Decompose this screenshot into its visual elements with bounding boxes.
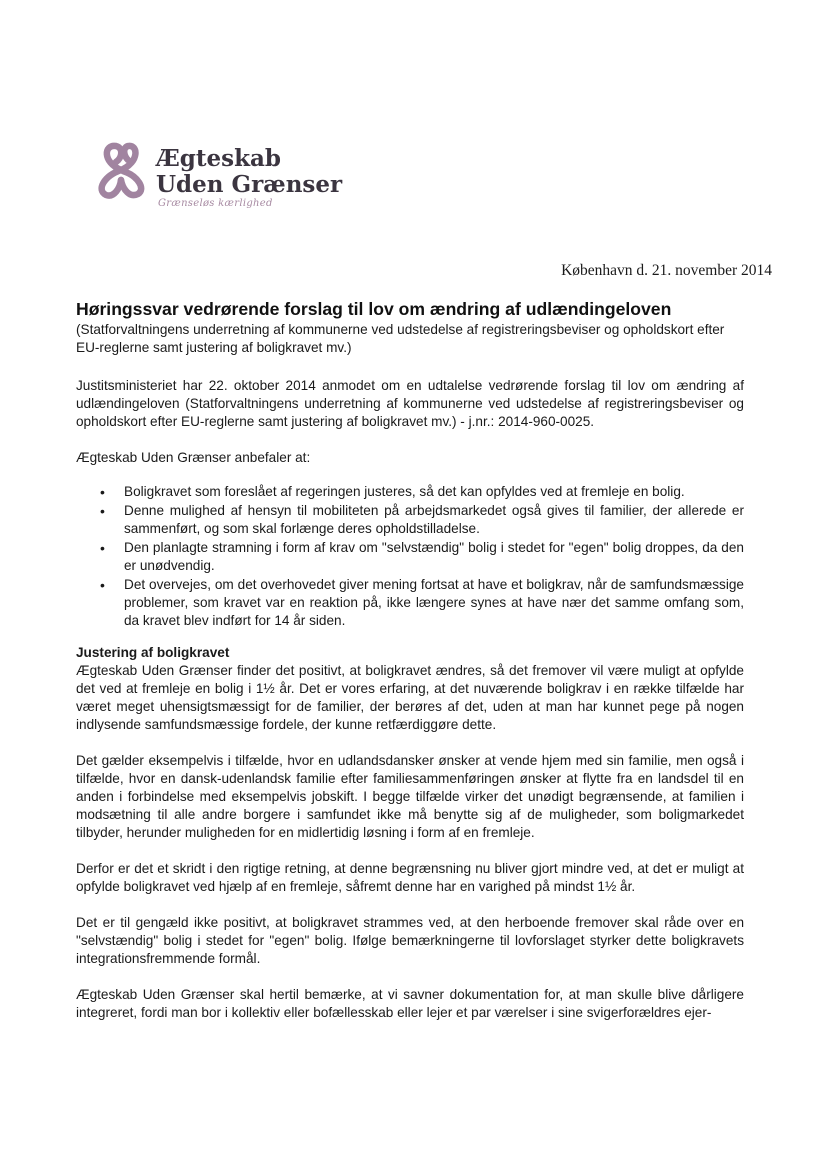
body-paragraph: Det gælder eksempelvis i tilfælde, hvor en udlandsdansker ønsker at vende hjem med sin familie, men også i tilfælde, hvor en dansk-udenlandsk familie efter familiesammenføringen ønsker at flytte fra en landsdel til en anden i forbindelse med eksempelvis jobskift. I begge tilfælde virker det unødigt begrænsende, at familien i modsætning til alle andre borgere i samfundet ikke må benytte sig af de muligheder, som boligmarkedet tilbyder, herunder muligheden for en midlertidig løsning i form af en fremleje. [76, 753, 744, 840]
list-item: • Den planlagte stramning i form af krav om "selvstændig" bolig i stedet for "egen" bolig droppes, da den er unødvendig. [76, 539, 744, 575]
list-item: • Denne mulighed af hensyn til mobiliteten på arbejdsmarkedet også gives til familier, der allerede er sammenført, og som skal forlænge deres opholdstilladelse. [76, 502, 744, 538]
logo-tagline: Grænseløs kærlighed [158, 198, 273, 209]
document-subtitle: (Statforvaltningens underretning af kommunerne ved udstedelse af registreringsbeviser og opholdskort efter EU-reglerne samt justering af boligkravet mv.) [76, 322, 725, 355]
logo-line-2: Uden Grænser [156, 171, 343, 198]
document-body [76, 297, 744, 1040]
section-heading: Justering af boligkravet [76, 645, 230, 660]
recommendations-lead: Ægteskab Uden Grænser anbefaler at: [76, 450, 311, 465]
body-paragraph: Det er til gengæld ikke positivt, at boligkravet strammes ved, at den herboende fremover skal råde over en "selvstændig" bolig i stedet for "egen" bolig. Ifølge bemærkningerne til lovforslaget styrker dette boligkravets integrationsfremmende formål. [76, 915, 744, 966]
list-item: • Boligkravet som foreslået af regeringen justeres, så det kan opfyldes ved at fremleje en bolig. [76, 483, 744, 501]
logo-wordmark [156, 146, 342, 198]
heart-knot-icon [90, 140, 152, 202]
intro-paragraph: Justitsministeriet har 22. oktober 2014 anmodet om en udtalelse vedrørende forslag til lov om ændring af udlændingeloven (Statforvaltningens underretning af kommunerne ved udstedelse af registreringsbeviser og opholdskort efter EU-reglerne samt justering af boligkravet mv.) - j.nr.: 2014-960-0025. [76, 378, 744, 429]
organization-logo [90, 140, 343, 212]
body-paragraph: Ægteskab Uden Grænser finder det positivt, at boligkravet ændres, så det fremover vil være muligt at opfylde det ved at fremleje en bolig i 1½ år. Det er vores erfaring, at det nuværende boligkrav i en række tilfælde har været meget uhensigtsmæssigt for de familier, der berøres af det, uden at man har kunnet pege på nogen indlysende samfundsmæssige fordele, der kunne retfærdiggøre dette. [76, 663, 744, 732]
logo-line-1: Ægteskab [156, 145, 281, 172]
document-title: Høringssvar vedrørende forslag til lov om ændring af udlændingeloven [76, 299, 672, 319]
body-paragraph: Ægteskab Uden Grænser skal hertil bemærke, at vi savner dokumentation for, at man skulle blive dårligere integreret, fordi man bor i kollektiv eller bofællesskab eller lejer et par værelser i sine svigerforældres ejer- [76, 987, 744, 1020]
recommendations-list [76, 483, 744, 630]
list-item: • Det overvejes, om det overhovedet giver mening fortsat at have et boligkrav, når de samfundsmæssige problemer, som kravet var en reaktion på, ikke længere synes at have nær det samme omfang som, da kravet blev indført for 14 år siden. [76, 576, 744, 630]
body-paragraph: Derfor er det et skridt i den rigtige retning, at denne begrænsning nu bliver gjort mindre ved, at det er muligt at opfylde boligkravet ved hjælp af en fremleje, såfremt denne har en varighed på mindst 1½ år. [76, 861, 744, 894]
letter-date: København d. 21. november 2014 [561, 262, 772, 279]
